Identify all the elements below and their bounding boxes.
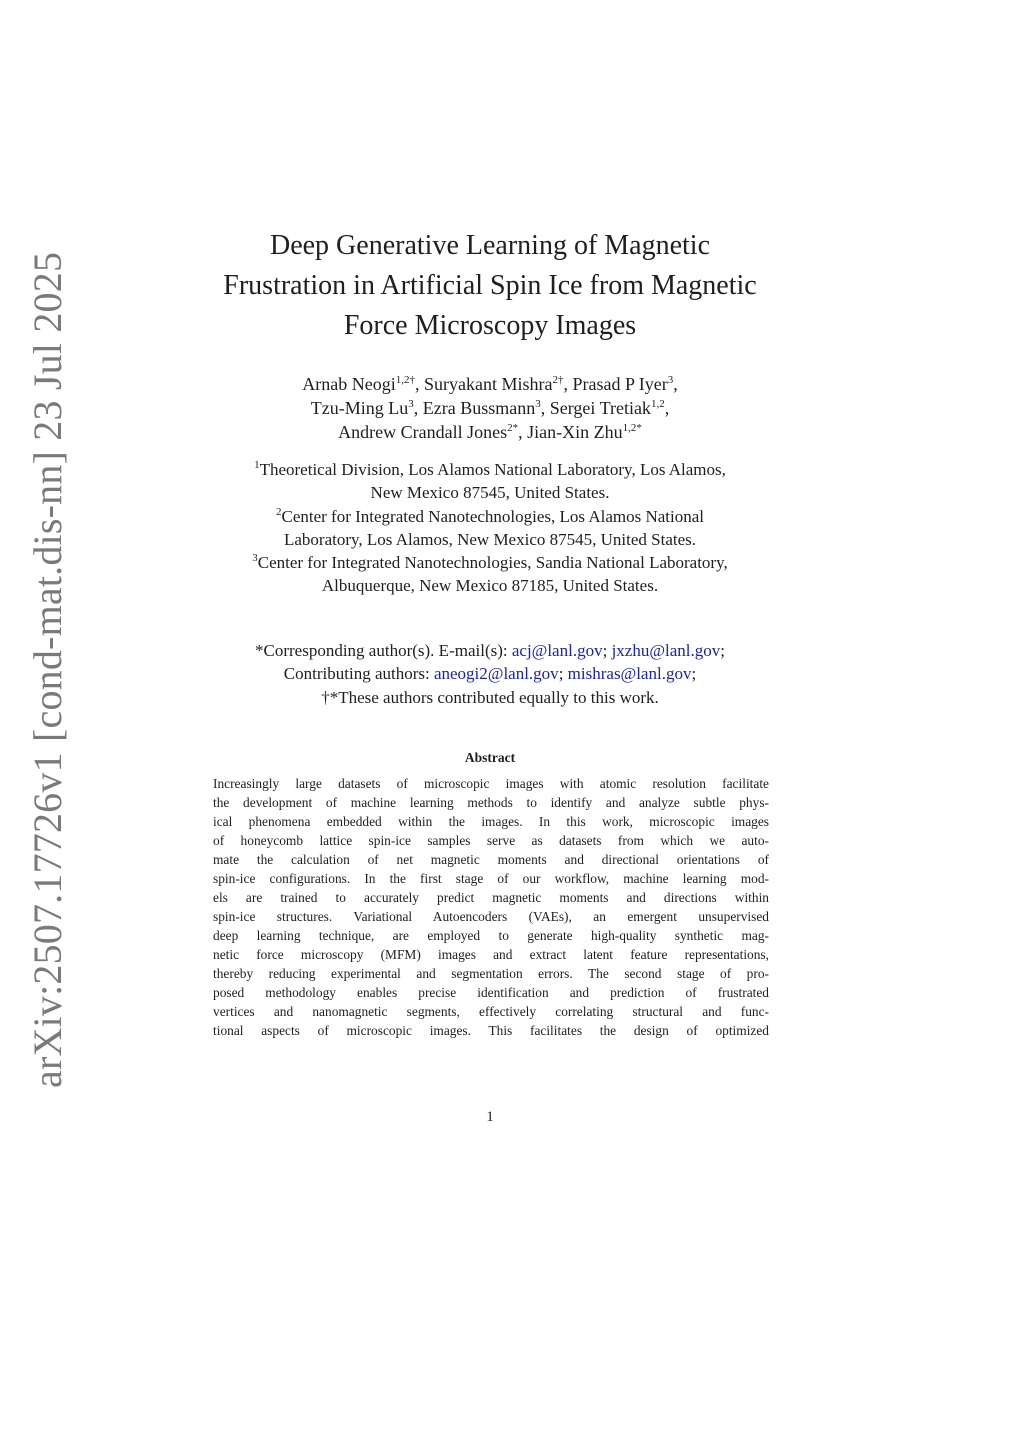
email-link-aneogi2[interactable]: aneogi2@lanl.gov <box>433 664 559 684</box>
author-list <box>170 372 810 444</box>
author-line-2 <box>170 396 810 420</box>
abstract-line: mate the calculation of net magnetic moments and directional orientations of <box>213 852 769 867</box>
abstract-heading: Abstract <box>464 750 516 765</box>
affiliation-list <box>170 458 810 598</box>
author: Sergei Tretiak$^{1,2}$, <box>549 398 670 418</box>
email-link-jxzhu[interactable]: jxzhu@lanl.gov <box>611 641 721 660</box>
author: Ezra Bussmann$^3$, <box>422 398 546 418</box>
author-line-1 <box>170 372 810 396</box>
author: Tzu-Ming Lu$^3$, <box>310 398 419 418</box>
abstract-line: Increasingly large datasets of microscopic images with atomic resolution facilitate <box>213 776 769 791</box>
title-line-2: Frustration in Artificial Spin Ice from Magnetic <box>223 270 757 301</box>
author: Arnab Neogi$^{1,2\dagger}$, <box>302 374 420 394</box>
title-line-3: Force Microscopy Images <box>343 310 637 341</box>
author-line-3 <box>170 420 810 444</box>
contributing-authors-line: Contributing authors: aneogi2@lanl.gov; mishras@lanl.gov; <box>283 664 697 684</box>
author: Suryakant Mishra$^{2\dagger}$, <box>423 374 568 394</box>
abstract-line: els are trained to accurately predict magnetic moments and directions within <box>213 890 769 905</box>
abstract-body <box>213 774 769 1040</box>
author: Prasad P Iyer$^3$, <box>572 374 678 394</box>
abstract-line: posed methodology enables precise identification and prediction of frustrated <box>213 985 769 1000</box>
author: Jian-Xin Zhu$^{1,2*}$ <box>527 422 642 442</box>
abstract-line: deep learning technique, are employed to generate high-quality synthetic mag- <box>213 928 769 943</box>
affiliation-2: $^2$Center for Integrated Nanotechnologies, Los Alamos National Laboratory, Los Alamos, New Mexico 87545, United States. <box>275 505 705 549</box>
abstract-line: spin-ice configurations. In the first stage of our workflow, machine learning mod- <box>213 871 769 886</box>
page-number: 1 <box>486 1109 494 1125</box>
abstract-line: vertices and nanomagnetic segments, effectively correlating structural and func- <box>213 1004 769 1019</box>
equal-contribution-note: †*These authors contributed equally to this work. <box>321 687 659 707</box>
email-link-mishras[interactable]: mishras@lanl.gov <box>567 664 692 684</box>
abstract-line: netic force microscopy (MFM) images and extract latent feature representations, <box>213 947 769 962</box>
contact-block <box>170 639 810 709</box>
affiliation-3: $^3$Center for Integrated Nanotechnologies, Sandia National Laboratory, Albuquerque, New Mexico 87185, United States. <box>252 552 728 596</box>
abstract-line: spin-ice structures. Variational Autoencoders (VAEs), an emergent unsupervised <box>213 909 769 924</box>
corresponding-authors-line: *Corresponding author(s). E-mail(s): acj@lanl.gov; jxzhu@lanl.gov; <box>255 641 725 660</box>
abstract-line: tional aspects of microscopic images. This facilitates the design of optimized <box>213 1023 769 1038</box>
abstract-line: of honeycomb lattice spin-ice samples serve as datasets from which we auto- <box>213 833 769 848</box>
affiliation-1: $^1$Theoretical Division, Los Alamos National Laboratory, Los Alamos, New Mexico 87545, United States. <box>254 459 726 503</box>
abstract-line: the development of machine learning methods to identify and analyze subtle phys- <box>213 795 769 810</box>
email-link-acj[interactable]: acj@lanl.gov <box>511 641 603 660</box>
arxiv-identifier-stamp: arXiv:2507.17726v1 [cond-mat.dis-nn] 23 Jul 2025 <box>25 251 70 1088</box>
author: Andrew Crandall Jones$^{2*}$, <box>338 422 523 442</box>
paper-title <box>180 226 800 346</box>
abstract-line: thereby reducing experimental and segmentation errors. The second stage of pro- <box>213 966 769 981</box>
abstract-line: ical phenomena embedded within the images. In this work, microscopic images <box>213 814 769 829</box>
title-line-1: Deep Generative Learning of Magnetic <box>269 230 710 261</box>
